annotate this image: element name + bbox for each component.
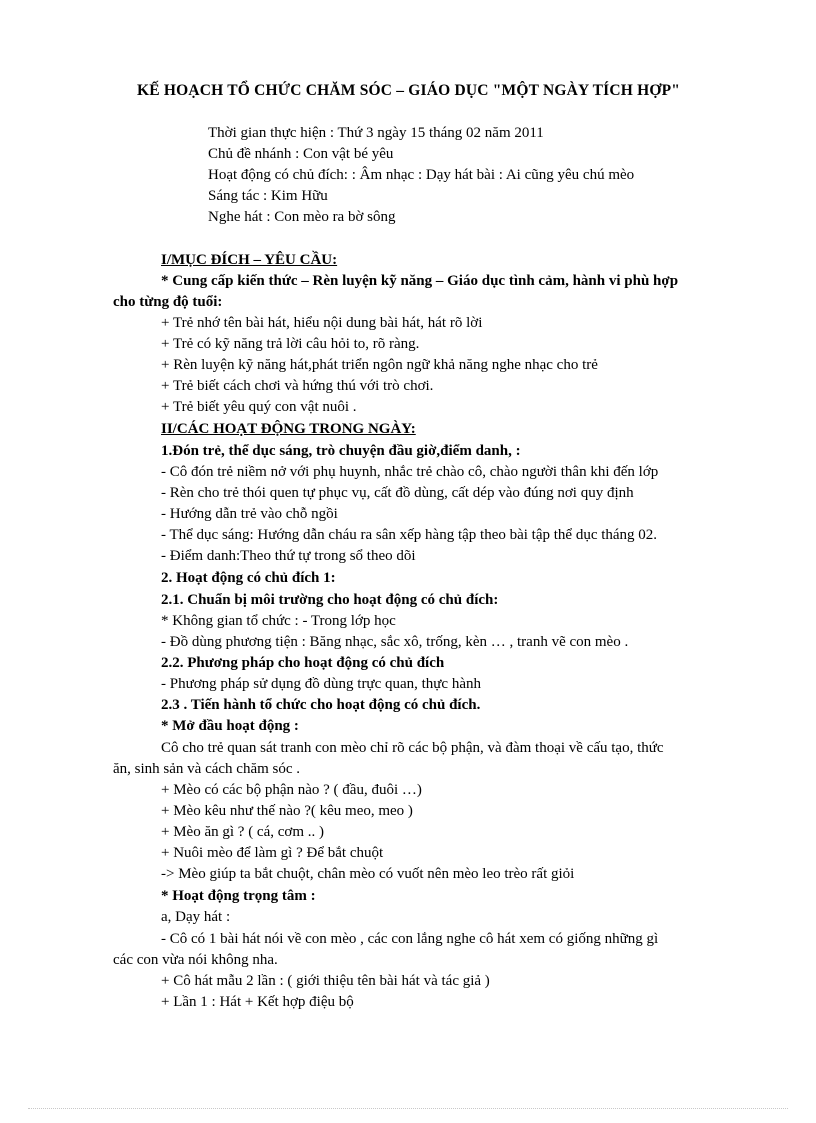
part22-heading: 2.2. Phương pháp cho hoạt động có chủ đích — [161, 655, 445, 671]
main-heading: * Hoạt động trọng tâm : — [161, 888, 316, 904]
section1-summary-line1: * Cung cấp kiến thức – Rèn luyện kỹ năng – Giáo dục tình cảm, hành vi phù hợp — [161, 273, 679, 289]
section1-item: + Trẻ biết cách chơi và hứng thú với trò chơi. — [161, 378, 434, 394]
section1-item: + Trẻ nhớ tên bài hát, hiểu nội dung bài hát, hát rõ lời — [161, 315, 483, 331]
part21-item: * Không gian tổ chức : - Trong lớp học — [161, 613, 396, 629]
info-topic: Chủ đề nhánh : Con vật bé yêu — [208, 146, 394, 162]
document-title: KẾ HOẠCH TỔ CHỨC CHĂM SÓC – GIÁO DỤC "MỘT NGÀY TÍCH HỢP" — [137, 82, 681, 99]
section2-heading: II/CÁC HOẠT ĐỘNG TRONG NGÀY: — [161, 421, 416, 437]
info-activity: Hoạt động có chủ đích: : Âm nhạc : Dạy hát bài : Ai cũng yêu chú mèo — [208, 167, 635, 183]
part23-heading: 2.3 . Tiến hành tổ chức cho hoạt động có chủ đích. — [161, 697, 481, 713]
section1-item: + Trẻ có kỹ năng trả lời câu hỏi to, rõ ràng. — [161, 336, 420, 352]
part1-item: - Điểm danh:Theo thứ tự trong sổ theo dõi — [161, 548, 416, 564]
page-divider — [28, 1108, 788, 1109]
info-time: Thời gian thực hiện : Thứ 3 ngày 15 tháng 02 năm 2011 — [208, 125, 544, 141]
opening-text-line1: Cô cho trẻ quan sát tranh con mèo chỉ rõ các bộ phận, và đàm thoại về cấu tạo, thức — [161, 740, 664, 756]
part1-item: - Cô đón trẻ niềm nở với phụ huynh, nhắc trẻ chào cô, chào người thân khi đến lớp — [161, 464, 659, 480]
part1-item: - Rèn cho trẻ thói quen tự phục vụ, cất đồ dùng, cất dép vào đúng nơi quy định — [161, 485, 634, 501]
main-sub: a, Dạy hát : — [161, 909, 231, 925]
opening-item: + Mèo có các bộ phận nào ? ( đầu, đuôi …) — [161, 782, 422, 798]
opening-item: + Mèo kêu như thế nào ?( kêu meo, meo ) — [161, 803, 413, 819]
info-composer: Sáng tác : Kim Hữu — [208, 188, 328, 204]
section1-item: + Rèn luyện kỹ năng hát,phát triển ngôn ngữ khả năng nghe nhạc cho trẻ — [161, 357, 598, 373]
section1-summary-line2: cho từng độ tuổi: — [113, 294, 223, 310]
opening-text-line2: ăn, sinh sản và cách chăm sóc . — [113, 761, 301, 777]
part21-heading: 2.1. Chuẩn bị môi trường cho hoạt động có chủ đích: — [161, 592, 499, 608]
main-text-line1: - Cô có 1 bài hát nói về con mèo , các con lắng nghe cô hát xem có giống những gì — [161, 931, 659, 947]
section1-heading: I/MỤC ĐÍCH – YÊU CẦU: — [161, 252, 338, 268]
main-item: + Cô hát mẫu 2 lần : ( giới thiệu tên bài hát và tác giả ) — [161, 973, 490, 989]
main-text-line2: các con vừa nói không nha. — [113, 952, 278, 968]
part21-item: - Đồ dùng phương tiện : Băng nhạc, sắc xô, trống, kèn … , tranh vẽ con mèo . — [161, 634, 629, 650]
main-item: + Lần 1 : Hát + Kết hợp điệu bộ — [161, 994, 354, 1010]
section1-item: + Trẻ biết yêu quý con vật nuôi . — [161, 399, 357, 415]
opening-heading: * Mở đầu hoạt động : — [161, 718, 299, 734]
info-listening: Nghe hát : Con mèo ra bờ sông — [208, 209, 396, 225]
part2-heading: 2. Hoạt động có chủ đích 1: — [161, 570, 336, 586]
part1-heading: 1.Đón trẻ, thể dục sáng, trò chuyện đầu giờ,điểm danh, : — [161, 443, 521, 459]
opening-item: -> Mèo giúp ta bắt chuột, chân mèo có vuốt nên mèo leo trèo rất giỏi — [161, 866, 575, 882]
opening-item: + Nuôi mèo để làm gì ? Để bắt chuột — [161, 845, 384, 861]
part22-item: - Phương pháp sử dụng đồ dùng trực quan, thực hành — [161, 676, 481, 692]
opening-item: + Mèo ăn gì ? ( cá, cơm .. ) — [161, 824, 325, 840]
part1-item: - Thể dục sáng: Hướng dẫn cháu ra sân xếp hàng tập theo bài tập thể dục tháng 02. — [161, 527, 658, 543]
part1-item: - Hướng dẫn trẻ vào chỗ ngồi — [161, 506, 338, 522]
